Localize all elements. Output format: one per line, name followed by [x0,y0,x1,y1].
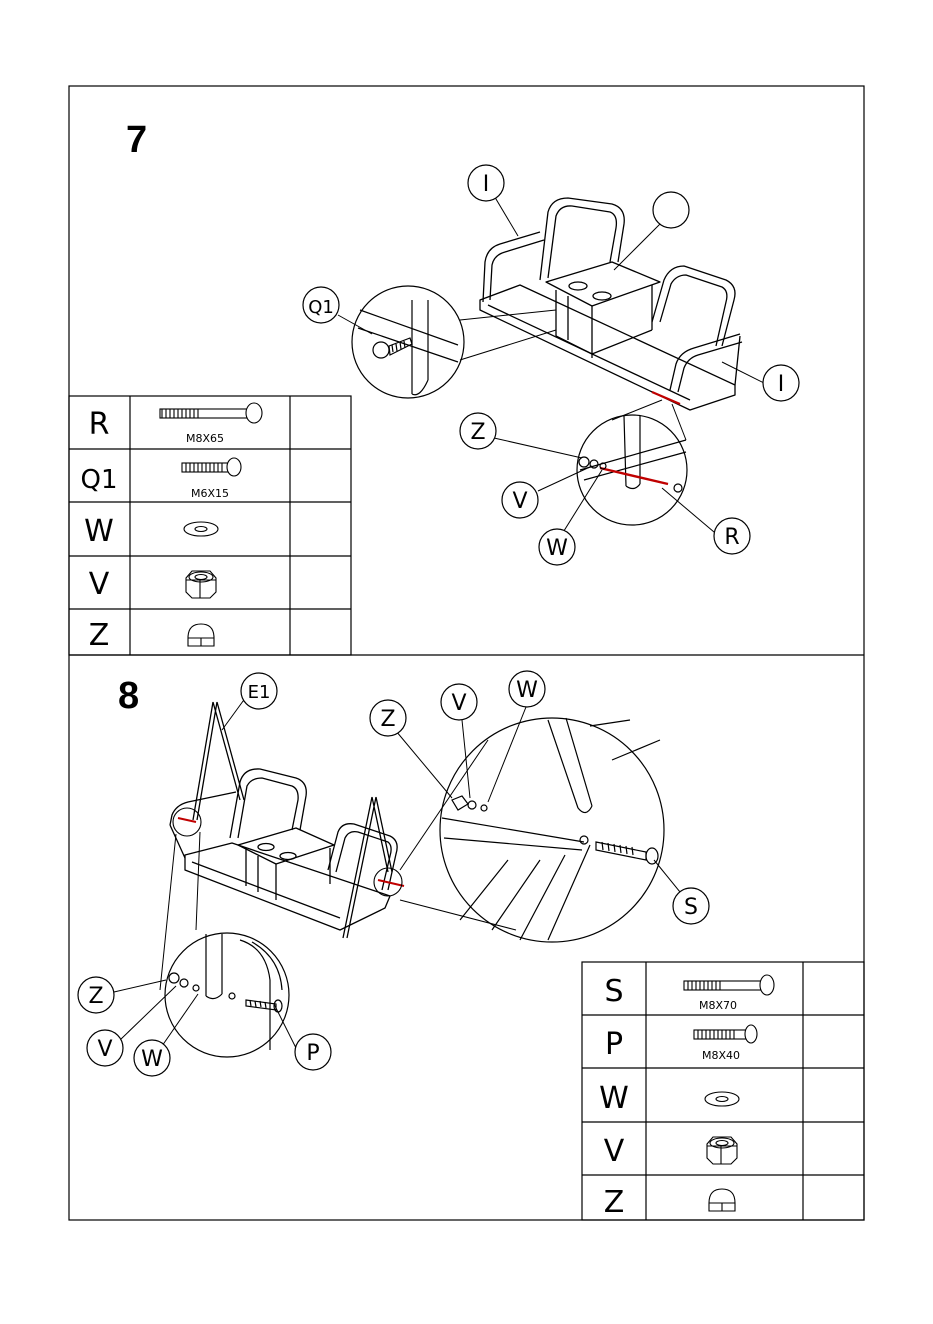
svg-text:I: I [777,372,785,397]
callout-v-top [441,684,477,720]
svg-text:Q1: Q1 [308,297,334,318]
svg-text:V: V [97,1037,113,1062]
washer-icon [705,1092,739,1106]
bolt-short-icon [694,1025,757,1043]
part-size-p: M8X40 [701,1049,741,1062]
callout-w [539,529,575,565]
svg-text:Z: Z [470,420,486,445]
step-7-callouts [303,165,799,565]
bolt-short-icon [182,458,241,476]
callout-v-bottom [87,1030,123,1066]
svg-text:W: W [546,536,568,561]
step-8-seat-drawing [170,702,404,938]
outer-frame [69,86,864,1220]
svg-text:E1: E1 [247,682,271,703]
part-code-w-8: W [599,1081,629,1116]
callout-w-bottom [134,1040,170,1076]
bolt-long-icon [684,975,774,995]
step-7-detail-q1 [352,286,464,398]
callout-q1 [303,287,339,323]
cap-nut-icon [188,624,214,646]
callout-e1 [241,673,277,709]
part-code-v: V [88,567,110,602]
svg-text:R: R [724,525,740,550]
callout-v [502,482,538,518]
svg-text:S: S [684,895,698,920]
cap-nut-icon [709,1189,735,1211]
step-8-detail-s [440,718,664,942]
svg-text:W: W [516,678,538,703]
step-8-number: 8 [118,675,140,717]
hex-nut-icon [186,571,216,598]
callout-s [673,888,709,924]
hex-nut-icon [707,1137,737,1164]
step-7-seat-drawing [480,198,742,410]
step-8-parts-table [582,962,864,1220]
callout-p [295,1034,331,1070]
svg-text:I: I [482,172,490,197]
callout-z [460,413,496,449]
step-8 [78,671,864,1220]
part-code-p: P [604,1027,624,1062]
svg-text:V: V [451,691,467,716]
callout-i-right [763,365,799,401]
callout-w-top [509,671,545,707]
svg-text:W: W [141,1047,163,1072]
part-size-q1: M6X15 [190,487,230,500]
part-code-z-8: Z [603,1185,625,1220]
callout-z-top [370,700,406,736]
step-8-console-table [238,828,334,864]
step-8-detail-p [165,933,289,1057]
step-7-number: 7 [126,119,148,161]
svg-text:Z: Z [88,984,104,1009]
part-code-z: Z [88,618,110,653]
part-size-r: M8X65 [185,432,225,445]
svg-text:Z: Z [380,707,396,732]
callout-blank [653,192,689,228]
part-size-s: M8X70 [698,999,738,1012]
step-7-parts-table [69,396,351,655]
svg-text:P: P [306,1041,320,1066]
svg-text:V: V [512,489,528,514]
callout-i-top [468,165,504,201]
callout-r [714,518,750,554]
step-7-detail-r [577,415,687,525]
q1-bolt-head-icon [373,342,389,358]
part-code-q1: Q1 [80,465,118,495]
washer-icon [184,522,218,536]
part-code-w: W [84,514,114,549]
part-code-v-8: V [603,1134,625,1169]
callout-z-bottom [78,977,114,1013]
part-code-s: S [604,974,624,1009]
part-code-r: R [88,407,110,442]
bolt-long-icon [160,403,262,423]
step-7 [69,119,799,655]
